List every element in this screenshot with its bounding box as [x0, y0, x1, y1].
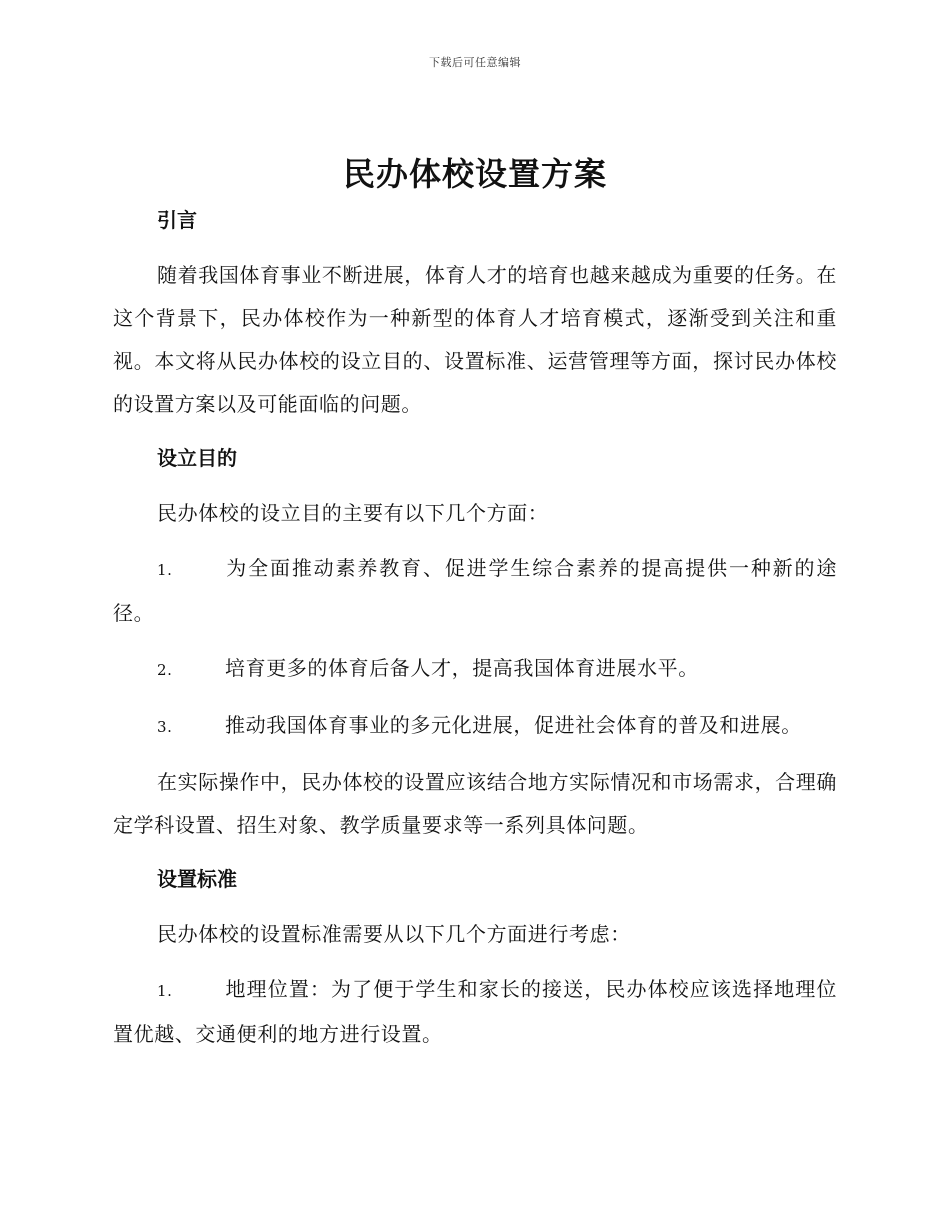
section-heading-purpose: 设立目的	[157, 446, 237, 470]
section-heading-standards: 设置标准	[157, 867, 237, 891]
purpose-list-item	[113, 704, 837, 749]
purpose-lead: 民办体校的设立目的主要有以下几个方面：	[157, 501, 549, 525]
intro-paragraph: 随着我国体育事业不断进展，体育人才的培育也越来越成为重要的任务。在这个背景下，民办体校作为一种新型的体育人才培育模式，逐渐受到关注和重视。本文将从民办体校的设立目的、设置标准、运营管理等方面，探讨民办体校的设置方案以及可能面临的问题。	[113, 263, 837, 416]
list-number: 1.	[157, 982, 173, 1000]
document-title: 民办体校设置方案	[342, 155, 607, 193]
list-text: 推动我国体育事业的多元化进展，促进社会体育的普及和进展。	[225, 713, 802, 737]
standards-lead: 民办体校的设置标准需要从以下几个方面进行考虑：	[157, 922, 631, 946]
page-header: 下载后可任意编辑	[429, 56, 521, 69]
list-number: 2.	[157, 661, 173, 679]
list-number: 3.	[157, 718, 173, 736]
list-text: 为全面推动素养教育、促进学生综合素养的提高提供一种新的途径。	[113, 556, 837, 625]
purpose-closing-paragraph: 在实际操作中，民办体校的设置应该结合地方实际情况和市场需求，合理确定学科设置、招生对象、教学质量要求等一系列具体问题。	[113, 770, 837, 837]
purpose-list-item	[113, 647, 837, 692]
list-text: 培育更多的体育后备人才，提高我国体育进展水平。	[225, 656, 699, 680]
standards-list-item	[113, 968, 837, 1056]
list-number: 1.	[157, 561, 173, 579]
document-body	[113, 150, 837, 1056]
list-text: 地理位置：为了便于学生和家长的接送，民办体校应该选择地理位置优越、交通便利的地方进行设置。	[113, 977, 837, 1046]
purpose-list-item	[113, 547, 837, 635]
section-heading-intro: 引言	[157, 208, 197, 232]
